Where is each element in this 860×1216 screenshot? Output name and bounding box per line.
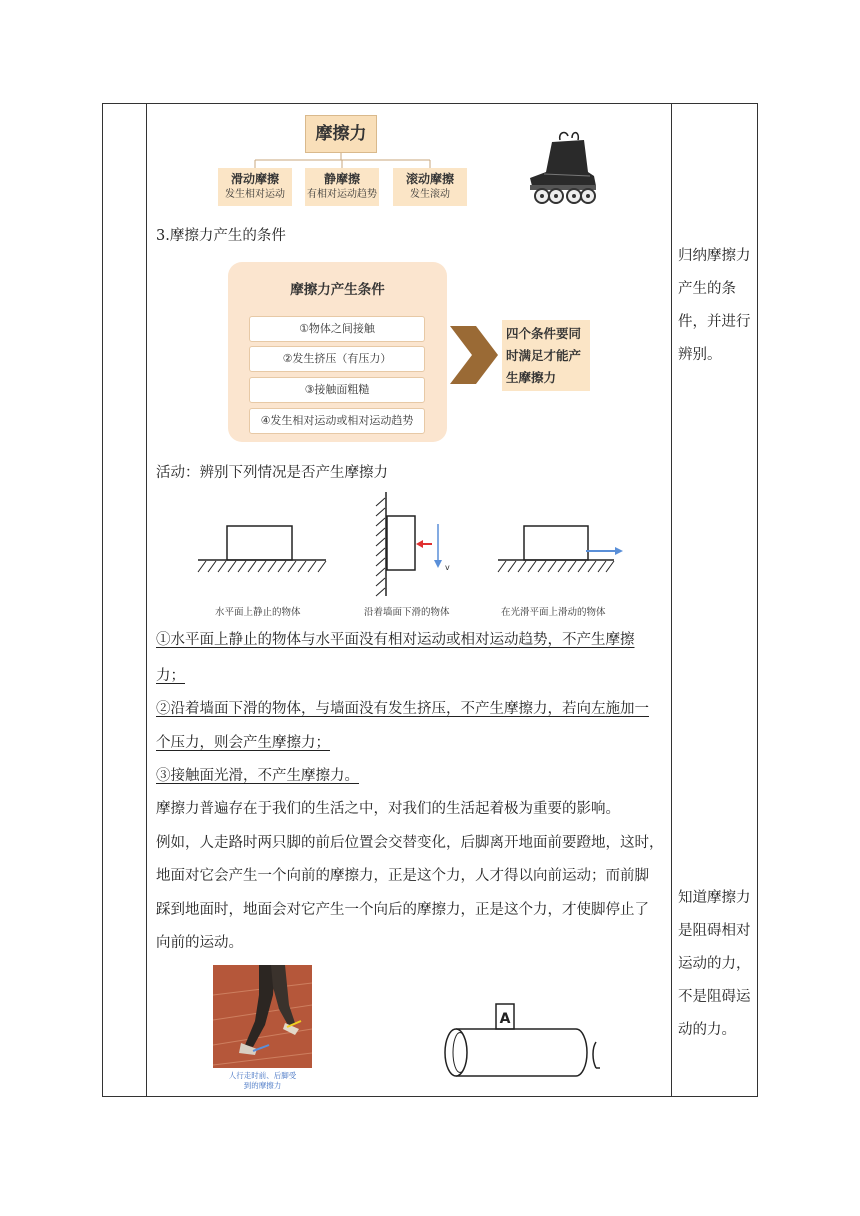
- side-note-line: 是阻碍相对: [678, 923, 751, 939]
- photo-caption-line: 到的摩擦力: [243, 1081, 282, 1090]
- answer-line: 力；: [156, 668, 185, 684]
- friction-title-box: 摩擦力: [305, 115, 377, 153]
- category-name: 滑动摩擦: [230, 172, 279, 186]
- column-divider: [146, 104, 147, 1096]
- category-name: 静摩擦: [323, 172, 360, 186]
- side-note-friction-definition: [678, 882, 751, 1047]
- paragraph-line: 例如，人走路时两只脚的前后位置会交替变化，后脚离开地面前要蹬地，这时，: [156, 835, 664, 851]
- condition-item: ③接触面粗糙: [249, 377, 425, 403]
- result-line: 时满足才能产: [506, 348, 582, 363]
- figure-caption: 在光滑平面上滑动的物体: [501, 607, 606, 618]
- figure-block-on-wall: [370, 490, 460, 600]
- velocity-label: v: [445, 563, 450, 572]
- conditions-title: 摩擦力产生条件: [290, 282, 385, 298]
- chevron-arrow-icon: [450, 326, 498, 384]
- section-heading: 3.摩擦力产生的条件: [156, 228, 286, 244]
- side-note-line: 产生的条: [678, 281, 736, 297]
- answer-line: ③接触面光滑，不产生摩擦力。: [156, 768, 359, 784]
- result-line: 生摩擦力: [506, 370, 557, 385]
- roller-block-figure: [440, 998, 610, 1080]
- walking-photo: [213, 965, 312, 1068]
- roller-skate-image: [522, 128, 602, 208]
- activity-heading: 活动：辨别下列情况是否产生摩擦力: [156, 465, 388, 481]
- answer-line: ①水平面上静止的物体与水平面没有相对运动或相对运动趋势，不产生摩擦: [156, 632, 635, 648]
- category-rolling-friction: [393, 168, 467, 206]
- figure-caption: 沿着墙面下滑的物体: [364, 607, 450, 618]
- figure-block-sliding: [496, 520, 628, 576]
- category-desc: 发生滚动: [410, 189, 450, 200]
- condition-item: ①物体之间接触: [249, 316, 425, 342]
- side-note-line: 归纳摩擦力: [678, 248, 751, 264]
- category-name: 滚动摩擦: [405, 172, 454, 186]
- column-divider: [671, 104, 672, 1096]
- result-line: 四个条件要同: [506, 326, 582, 341]
- figure-block-at-rest: [196, 520, 328, 576]
- paragraph-line: 踩到地面时，地面会对它产生一个向后的摩擦力，正是这个力，才使脚停止了: [156, 902, 649, 918]
- figure-caption: 水平面上静止的物体: [215, 607, 301, 618]
- side-note-line: 知道摩擦力: [678, 890, 751, 906]
- side-note-line: 动的力。: [678, 1022, 736, 1038]
- paragraph-line: 地面对它会产生一个向前的摩擦力，正是这个力，人才得以向前运动；而前脚: [156, 868, 649, 884]
- side-note-conditions: [678, 240, 751, 372]
- condition-item: ④发生相对运动或相对运动趋势: [249, 408, 425, 434]
- photo-caption-line: 人行走时前、后脚受: [228, 1071, 297, 1080]
- side-note-line: 运动的力，: [678, 956, 751, 972]
- category-desc: 发生相对运动: [225, 189, 285, 200]
- paragraph: 摩擦力普遍存在于我们的生活之中，对我们的生活起着极为重要的影响。: [156, 801, 620, 817]
- side-note-line: 辨别。: [678, 347, 722, 363]
- paragraph-line: 向前的运动。: [156, 935, 243, 951]
- category-sliding-friction: [218, 168, 292, 206]
- block-a-label: A: [499, 1011, 511, 1027]
- conditions-result-box: [502, 320, 590, 391]
- answer-line: ②沿着墙面下滑的物体，与墙面没有发生挤压，不产生摩擦力，若向左施加一: [156, 701, 649, 717]
- category-static-friction: [305, 168, 379, 206]
- category-desc: 有相对运动趋势: [307, 189, 377, 200]
- photo-caption: [213, 1071, 312, 1091]
- side-note-line: 不是阻碍运: [678, 989, 751, 1005]
- side-note-line: 件，并进行: [678, 314, 751, 330]
- answer-line: 个压力，则会产生摩擦力；: [156, 735, 330, 751]
- condition-item: ②发生挤压（有压力）: [249, 346, 425, 372]
